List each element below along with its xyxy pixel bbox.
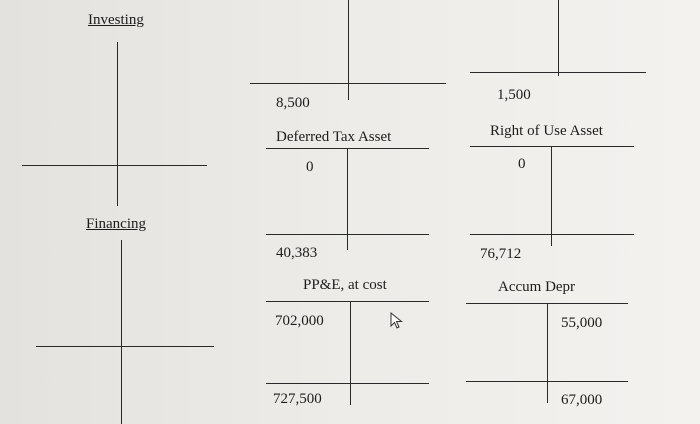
right-of-use-asset-title: Right of Use Asset bbox=[490, 123, 603, 139]
top-middle-balance: 8,500 bbox=[276, 95, 310, 111]
accum-depr-opening: 55,000 bbox=[561, 315, 603, 331]
accum-depr-closing: 67,000 bbox=[561, 392, 603, 408]
top-right-balance: 1,500 bbox=[497, 87, 531, 103]
deferred-tax-asset-title: Deferred Tax Asset bbox=[276, 129, 392, 145]
deferred-tax-asset-opening: 0 bbox=[306, 159, 314, 175]
right-of-use-asset-closing: 76,712 bbox=[480, 246, 522, 262]
investing-label: Investing bbox=[88, 12, 144, 28]
ppe-at-cost-title: PP&E, at cost bbox=[303, 277, 387, 293]
deferred-tax-asset-closing: 40,383 bbox=[276, 245, 318, 261]
ppe-at-cost-opening: 702,000 bbox=[275, 313, 324, 329]
accum-depr-title: Accum Depr bbox=[498, 279, 576, 295]
right-of-use-asset-opening: 0 bbox=[518, 156, 526, 172]
mouse-pointer-icon bbox=[390, 312, 404, 330]
ppe-at-cost-closing: 727,500 bbox=[273, 391, 322, 407]
financing-label: Financing bbox=[86, 216, 146, 232]
